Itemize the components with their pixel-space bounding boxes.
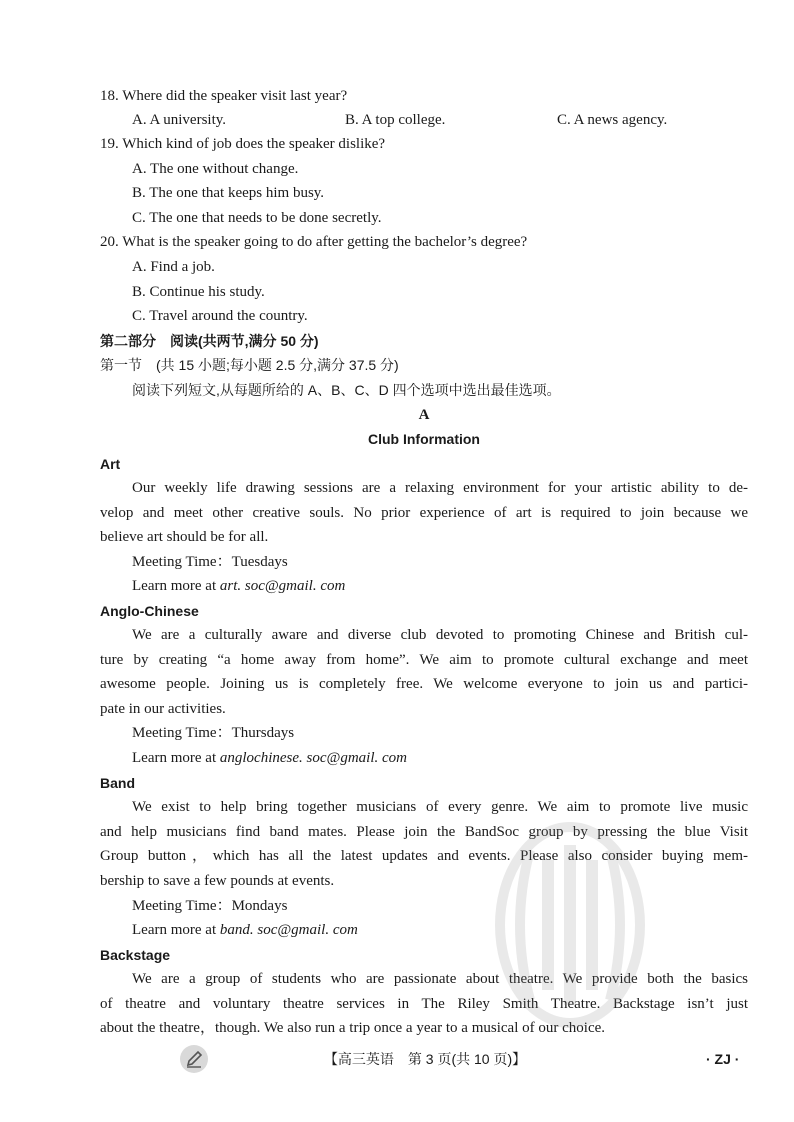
reading-instruction: 阅读下列短文,从每题所给的 A、B、C、D 四个选项中选出最佳选项。: [132, 382, 561, 398]
anglo-chinese-email: anglochinese. soc@gmail. com: [219, 750, 407, 766]
club-name-backstage: Backstage: [100, 947, 171, 963]
band-meeting-time: Meeting Time：Mondays: [132, 898, 288, 914]
art-paragraph-line: Our weekly life drawing sessions are a relaxing environment for your artistic ability to de-: [132, 480, 748, 496]
backstage-paragraph-line: We are a group of students who are passionate about theatre. We provide both the basics: [132, 971, 748, 987]
part-two-title: 第二部分 阅读(共两节,满分 50 分): [100, 333, 319, 349]
band-email: band. soc@gmail. com: [219, 922, 358, 938]
art-paragraph-line: velop and meet other creative souls. No prior experience of art is required to join because we: [100, 505, 748, 521]
question-20-option-b: B. Continue his study.: [132, 284, 265, 300]
backstage-paragraph-line: about the theatre，though. We also run a trip once a year to a musical of our choice.: [100, 1020, 606, 1036]
question-20-option-c: C. Travel around the country.: [132, 308, 308, 324]
anglo-chinese-learn-more: [132, 748, 407, 768]
question-18-option-b: B. A top college.: [345, 112, 446, 128]
learn-more-label: Learn more at: [132, 922, 217, 938]
club-name-band: Band: [100, 775, 135, 791]
band-learn-more: [132, 920, 358, 940]
anglo-chinese-paragraph-line: We are a culturally aware and diverse club devoted to promoting Chinese and British cul-: [132, 627, 748, 643]
art-email: art. soc@gmail. com: [219, 578, 346, 594]
page-number-label: 【高三英语 第 3 页(共 10 页)】: [323, 1051, 527, 1067]
question-18-option-a: A. A university.: [132, 112, 227, 128]
learn-more-label: Learn more at: [132, 578, 217, 594]
question-19-stem: 19. Which kind of job does the speaker dislike?: [100, 136, 386, 152]
question-19-option-b: B. The one that keeps him busy.: [132, 185, 325, 201]
band-paragraph-line: We exist to help bring together musicians of every genre. We aim to promote live music: [132, 799, 748, 815]
question-18-stem: 18. Where did the speaker visit last year?: [100, 88, 348, 104]
band-paragraph-line: and help musicians find band mates. Please join the BandSoc group by pressing the blue Visit: [100, 824, 748, 840]
question-19-option-c: C. The one that needs to be done secretly.: [132, 210, 382, 226]
passage-letter: A: [418, 407, 430, 423]
question-20-option-a: A. Find a job.: [132, 259, 215, 275]
anglo-chinese-meeting-time: Meeting Time：Thursdays: [132, 725, 295, 741]
question-18-option-c: C. A news agency.: [557, 112, 668, 128]
backstage-paragraph-line: of theatre and voluntary theatre services in The Riley Smith Theatre. Backstage isn’t just: [100, 996, 748, 1012]
art-meeting-time: Meeting Time：Tuesdays: [132, 554, 288, 570]
watermark-logo: [490, 820, 650, 1030]
club-name-anglo-chinese: Anglo-Chinese: [100, 603, 199, 619]
learn-more-label: Learn more at: [132, 750, 217, 766]
anglo-chinese-paragraph-line: awesome people. Joining us is completely free. We welcome everyone to join us and partici-: [100, 676, 748, 692]
art-learn-more: [132, 576, 345, 596]
pencil-icon: [180, 1045, 208, 1073]
art-paragraph-line: believe art should be for all.: [100, 529, 269, 545]
paper-code: · ZJ ·: [706, 1051, 740, 1067]
passage-title: Club Information: [368, 431, 480, 447]
section-one-title: 第一节 (共 15 小题;每小题 2.5 分,满分 37.5 分): [100, 357, 399, 373]
question-20-stem: 20. What is the speaker going to do after getting the bachelor’s degree?: [100, 234, 528, 250]
club-name-art: Art: [100, 456, 121, 472]
band-paragraph-line: Group button，which has all the latest updates and events. Please also consider buying mem-: [100, 848, 748, 864]
question-19-option-a: A. The one without change.: [132, 161, 299, 177]
anglo-chinese-paragraph-line: ture by creating “a home away from home”. We aim to promote cultural exchange and meet: [100, 652, 748, 668]
anglo-chinese-paragraph-line: pate in our activities.: [100, 701, 226, 717]
band-paragraph-line: bership to save a few pounds at events.: [100, 873, 335, 889]
